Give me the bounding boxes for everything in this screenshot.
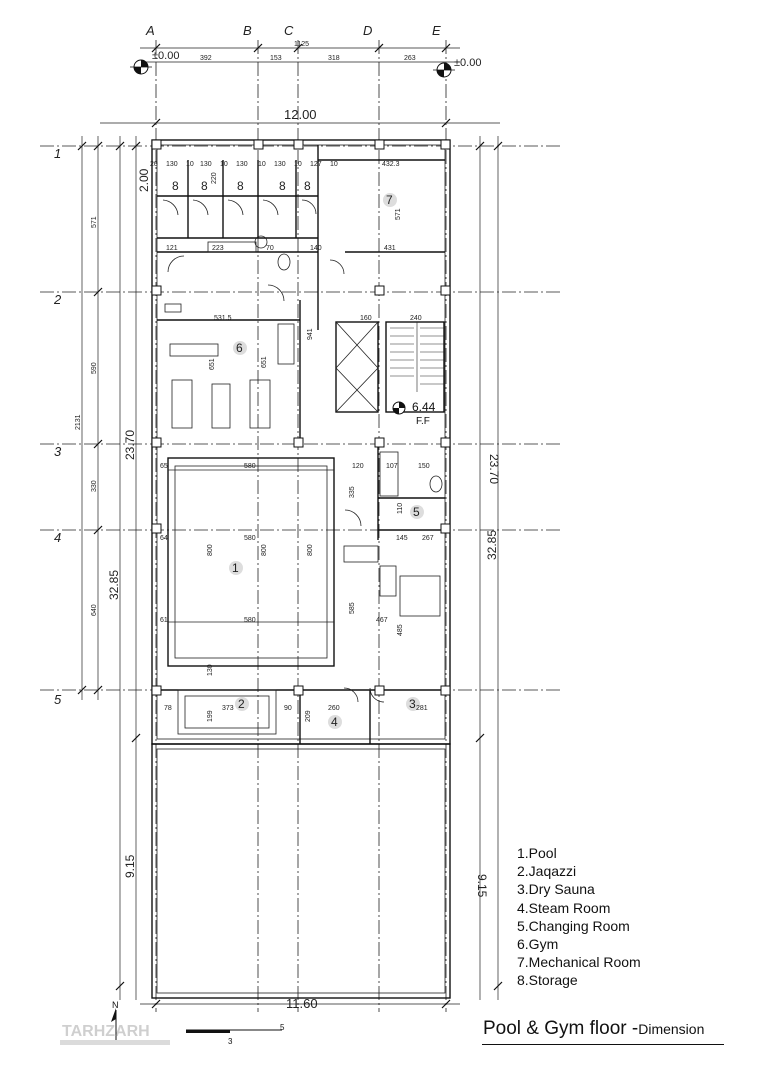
overall-lower-left: 9.15 <box>123 854 137 878</box>
drawing-title <box>483 1018 704 1040</box>
dim-seg: 392 <box>200 55 212 62</box>
scale-end: 5 <box>280 1023 285 1032</box>
inner-dim: 130 <box>200 161 212 168</box>
legend-item: 3.Dry Sauna <box>517 881 595 898</box>
dim-left-total: 2131 <box>75 414 82 430</box>
inner-dimensions <box>150 161 434 722</box>
inner-dim: 199 <box>207 710 214 722</box>
inner-dim: 585 <box>349 602 356 614</box>
inner-dim: 220 <box>211 172 218 184</box>
inner-dim: 130 <box>274 161 286 168</box>
row-labels <box>53 146 62 707</box>
inner-dim: 20 <box>150 161 158 168</box>
overall-lower-right: 9.15 <box>475 874 489 898</box>
dim-left-seg: 330 <box>91 480 98 492</box>
row-label: 1 <box>54 146 62 161</box>
wet-rooms <box>157 688 445 744</box>
level-left-text: ±0.00 <box>152 50 180 62</box>
title-underline <box>482 1044 724 1045</box>
row-label: 3 <box>54 444 62 459</box>
watermark-text: TARHZARH <box>62 1023 150 1040</box>
inner-dim: 121 <box>166 245 178 252</box>
inner-dim: 140 <box>310 245 322 252</box>
stair-lift <box>336 322 444 412</box>
inner-dim: 150 <box>418 463 430 470</box>
inner-dim: 651 <box>209 358 216 370</box>
overall-height-right: 32.85 <box>485 529 499 560</box>
watermark-logo <box>60 1023 170 1045</box>
floor-level-marker <box>393 400 436 427</box>
storage-units <box>157 145 318 330</box>
row-label: 2 <box>54 292 62 307</box>
inner-dim: 145 <box>396 535 408 542</box>
inner-dim: 571 <box>395 208 402 220</box>
room-number-pool: 1 <box>232 561 239 575</box>
room-number-jacuzzi: 2 <box>238 697 245 711</box>
dim-left-seg: 571 <box>91 216 98 228</box>
inner-dim: 110 <box>397 502 404 514</box>
north-label: N <box>112 1000 119 1010</box>
inner-dim: 90 <box>284 705 292 712</box>
scale-mid: 3 <box>228 1037 233 1046</box>
inner-dim: 531.5 <box>214 315 232 322</box>
inner-dim: 10 <box>220 161 228 168</box>
offset-top: 2.00 <box>137 168 151 192</box>
changing-room <box>345 444 445 540</box>
inner-dim: 260 <box>328 705 340 712</box>
column-labels <box>145 23 441 38</box>
pool <box>168 458 334 666</box>
inner-dim: 800 <box>307 544 314 556</box>
inner-dim: 267 <box>422 535 434 542</box>
room-number-storage: 8 <box>201 179 208 193</box>
inner-dim: 800 <box>207 544 214 556</box>
inner-dim: 61 <box>160 617 168 624</box>
row-label: 4 <box>54 530 62 545</box>
room-number-storage: 8 <box>237 179 244 193</box>
left-dimensions <box>75 136 151 1000</box>
inner-dim: 10 <box>258 161 266 168</box>
inner-dim: 64 <box>160 535 168 542</box>
inner-dim: 800 <box>261 544 268 556</box>
inner-dim: 209 <box>305 710 312 722</box>
dim-seg: 263 <box>404 55 416 62</box>
inner-dim: 240 <box>410 315 422 322</box>
inner-dim: 65 <box>160 463 168 470</box>
drawing-title-sub: Dimension <box>638 1021 705 1037</box>
overall-width-bottom: 11.60 <box>286 996 318 1011</box>
column-label: E <box>432 23 441 38</box>
legend-item: 1.Pool <box>517 845 557 861</box>
overall-width-top: 12.00 <box>284 107 317 122</box>
room-number-storage: 8 <box>279 179 286 193</box>
inner-dim: 467 <box>376 617 388 624</box>
dim-total: 1125 <box>294 41 310 48</box>
column-grid-lines <box>156 40 446 1012</box>
room-number-changing: 5 <box>413 505 420 519</box>
room-number-gym: 6 <box>236 341 243 355</box>
column-label: A <box>146 23 155 38</box>
locker-area <box>344 546 440 616</box>
dim-left-seg: 590 <box>91 362 98 374</box>
dim-seg: 318 <box>328 55 340 62</box>
column-label: C <box>284 23 294 38</box>
row-label: 5 <box>54 692 62 707</box>
legend-item: 2.Jaqazzi <box>517 863 577 880</box>
room-number-storage: 8 <box>304 179 311 193</box>
mechanical-room <box>318 160 445 252</box>
inner-dim: 223 <box>212 245 224 252</box>
inner-dim: 281 <box>416 705 428 712</box>
level-marker-right <box>433 57 481 77</box>
legend-item: 7.Mechanical Room <box>517 954 641 971</box>
room-number-steam: 4 <box>331 715 338 729</box>
inner-dim: 335 <box>349 486 356 498</box>
inner-dim: 78 <box>164 705 172 712</box>
inner-dim: 10 <box>186 161 194 168</box>
legend-item: 4.Steam Room <box>517 899 611 916</box>
drawing-title-main: Pool & Gym floor - <box>483 1018 639 1039</box>
inner-dim: 130 <box>207 664 214 676</box>
inner-dim: 580 <box>244 535 256 542</box>
inner-dim: 70 <box>266 245 274 252</box>
inner-dim: 130 <box>236 161 248 168</box>
dim-seg: 153 <box>270 55 282 62</box>
room-number-mechanical: 7 <box>386 193 393 207</box>
level-right-text: ±0.00 <box>454 57 482 69</box>
inner-dim: 580 <box>244 617 256 624</box>
inner-dim: 373 <box>222 705 234 712</box>
legend-item: 6.Gym <box>517 936 559 953</box>
inner-dim: 160 <box>360 315 372 322</box>
inner-dim: 10 <box>294 161 302 168</box>
legend-item: 8.Storage <box>517 972 578 989</box>
structural-columns <box>152 140 450 695</box>
inner-dim: 941 <box>307 328 314 340</box>
right-dimensions <box>475 136 502 1000</box>
overall-part-right: 23.70 <box>487 454 501 485</box>
column-label: D <box>363 23 373 38</box>
legend-item: 5.Changing Room <box>517 917 630 934</box>
inner-dim: 120 <box>352 463 364 470</box>
room-number-sauna: 3 <box>409 697 416 711</box>
inner-dim: 130 <box>166 161 178 168</box>
inner-dim: 127 <box>310 161 322 168</box>
floor-level-value: 6.44 <box>412 400 436 414</box>
inner-dim: 107 <box>386 463 398 470</box>
inner-dim: 651 <box>261 356 268 368</box>
overall-height-left: 32.85 <box>107 569 121 600</box>
outer-walls <box>152 140 450 998</box>
room-number-storage: 8 <box>172 179 179 193</box>
floor-level-label: F.F <box>416 416 430 427</box>
room-legend <box>517 844 641 990</box>
column-label: B <box>243 23 252 38</box>
inner-dim: 432.3 <box>382 161 400 168</box>
overall-part-left: 23.70 <box>123 429 137 460</box>
inner-dim: 431 <box>384 245 396 252</box>
inner-dim: 580 <box>244 463 256 470</box>
dim-left-seg: 640 <box>91 604 98 616</box>
inner-dim: 10 <box>330 161 338 168</box>
inner-dim: 485 <box>397 624 404 636</box>
scale-bar <box>186 1023 285 1046</box>
